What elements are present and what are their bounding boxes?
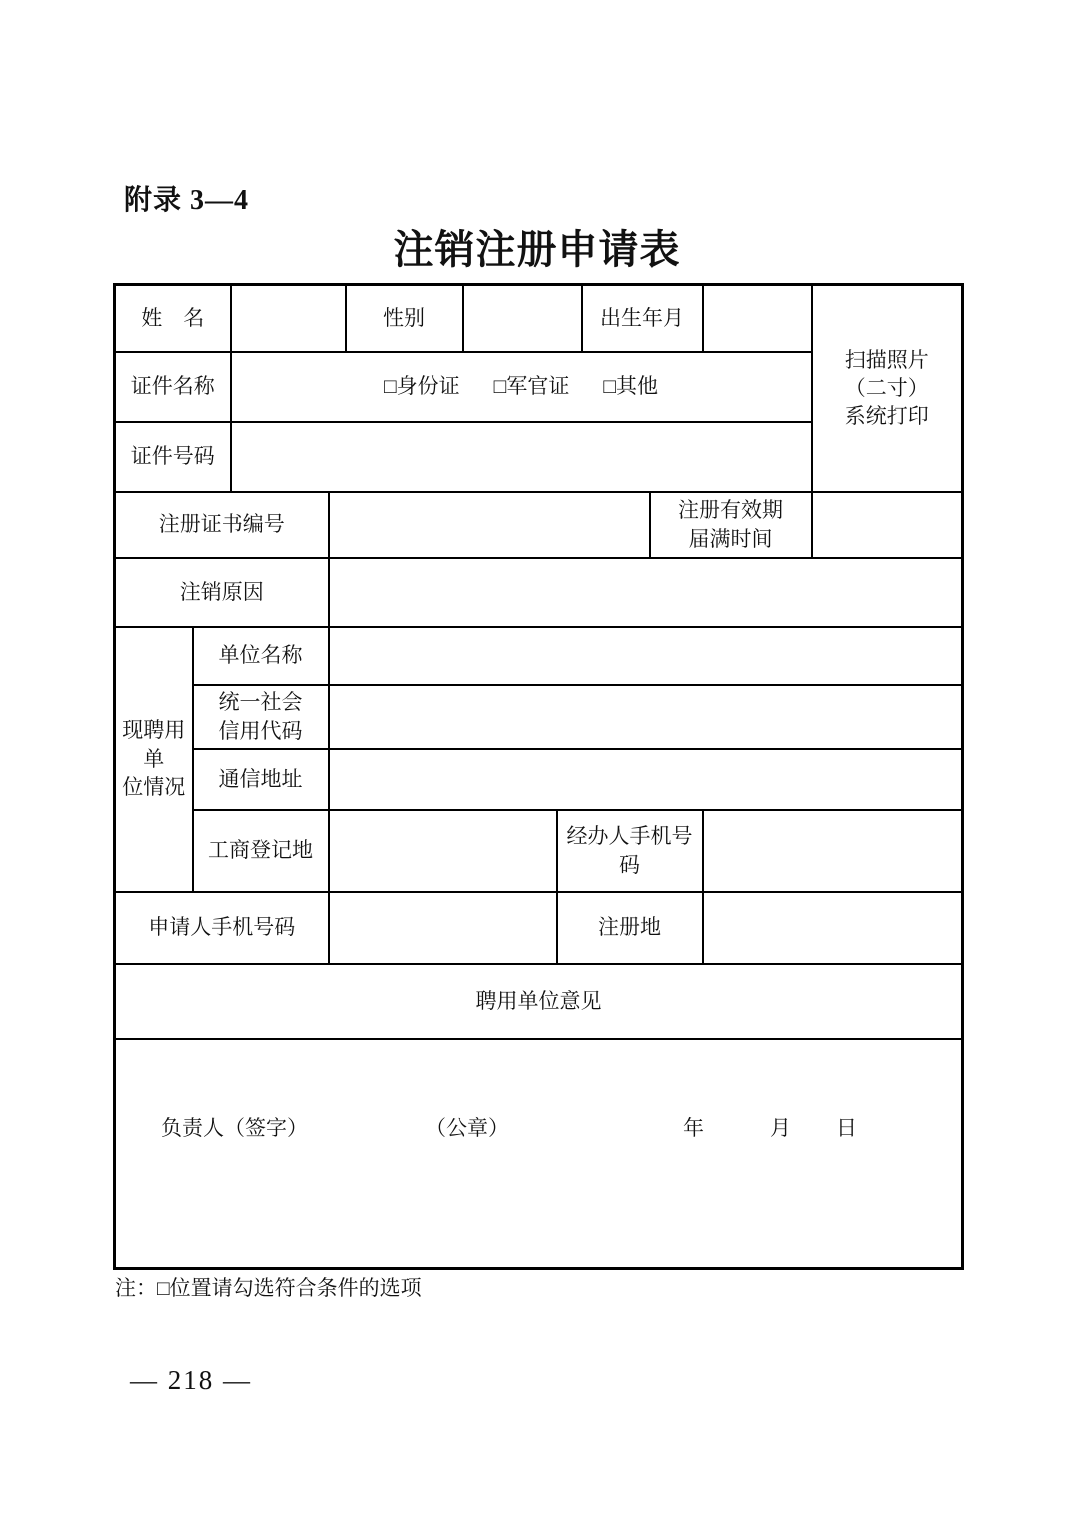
cancel-reason-label: 注销原因 <box>115 558 329 627</box>
credit-code-line1: 统一社会 <box>218 690 303 715</box>
cert-number-input-cell[interactable] <box>231 422 812 492</box>
employer-section-line2: 位情况 <box>122 775 186 800</box>
cert-option-idcard-label: 身份证 <box>396 374 460 399</box>
validity-input-cell[interactable] <box>812 492 963 558</box>
deregistration-form-table <box>113 283 964 1270</box>
validity-label <box>650 492 812 558</box>
agent-phone-label: 经办人手机号码 <box>557 810 703 892</box>
signature-label: 负责人（签字） <box>161 1116 308 1141</box>
unit-name-label: 单位名称 <box>193 627 329 685</box>
checkbox-icon[interactable]: □ <box>383 374 397 399</box>
reg-place-input-cell[interactable] <box>703 892 963 964</box>
birth-date-input-cell[interactable] <box>703 285 812 352</box>
credit-code-input-cell[interactable] <box>329 685 963 749</box>
page-number: — 218 — <box>130 1365 252 1395</box>
cert-option-military-label: 军官证 <box>506 374 570 399</box>
agent-phone-input-cell[interactable] <box>703 810 963 892</box>
cert-option-military[interactable] <box>494 372 570 400</box>
employer-opinion-label: 聘用单位意见 <box>115 964 963 1039</box>
cert-number-label: 证件号码 <box>115 422 231 492</box>
validity-label-line1: 注册有效期 <box>678 498 783 523</box>
reg-cert-no-label: 注册证书编号 <box>115 492 329 558</box>
photo-box-line1: 扫描照片 <box>844 347 929 372</box>
unit-name-input-cell[interactable] <box>329 627 963 685</box>
business-reg-place-label: 工商登记地 <box>193 810 329 892</box>
photo-box <box>812 285 963 492</box>
cert-option-other[interactable] <box>603 372 658 400</box>
name-input-cell[interactable] <box>231 285 346 352</box>
gender-label: 性别 <box>346 285 463 352</box>
credit-code-line2: 信用代码 <box>218 718 303 743</box>
applicant-phone-input-cell[interactable] <box>329 892 557 964</box>
name-label: 姓 名 <box>115 285 231 352</box>
employer-opinion-input-cell[interactable] <box>115 1039 963 1269</box>
employer-section-label <box>115 627 193 892</box>
cert-options-cell <box>231 352 812 422</box>
day-label: 日 <box>836 1116 857 1141</box>
cancel-reason-input-cell[interactable] <box>329 558 963 627</box>
reg-cert-no-input-cell[interactable] <box>329 492 650 558</box>
photo-box-line2: （二寸） <box>844 376 929 401</box>
applicant-phone-label: 申请人手机号码 <box>115 892 329 964</box>
gender-input-cell[interactable] <box>463 285 582 352</box>
cert-option-idcard[interactable] <box>384 372 460 400</box>
credit-code-label <box>193 685 329 749</box>
month-label: 月 <box>770 1116 791 1141</box>
year-label: 年 <box>683 1116 704 1141</box>
seal-label: （公章） <box>425 1116 509 1141</box>
photo-box-line3: 系统打印 <box>844 404 929 429</box>
page-title: 注销注册申请表 <box>393 227 681 272</box>
cert-name-label: 证件名称 <box>115 352 231 422</box>
business-reg-place-input-cell[interactable] <box>329 810 557 892</box>
employer-section-line1: 现聘用单 <box>122 718 186 771</box>
checkbox-icon[interactable]: □ <box>603 374 617 399</box>
mail-address-input-cell[interactable] <box>329 749 963 810</box>
validity-label-line2: 届满时间 <box>688 526 773 551</box>
mail-address-label: 通信地址 <box>193 749 329 810</box>
footnote: 注：□位置请勾选符合条件的选项 <box>115 1276 422 1300</box>
birth-date-label: 出生年月 <box>582 285 703 352</box>
appendix-label: 附录 3—4 <box>124 185 250 216</box>
reg-place-label: 注册地 <box>557 892 703 964</box>
cert-option-other-label: 其他 <box>616 374 659 399</box>
checkbox-icon[interactable]: □ <box>493 374 507 399</box>
